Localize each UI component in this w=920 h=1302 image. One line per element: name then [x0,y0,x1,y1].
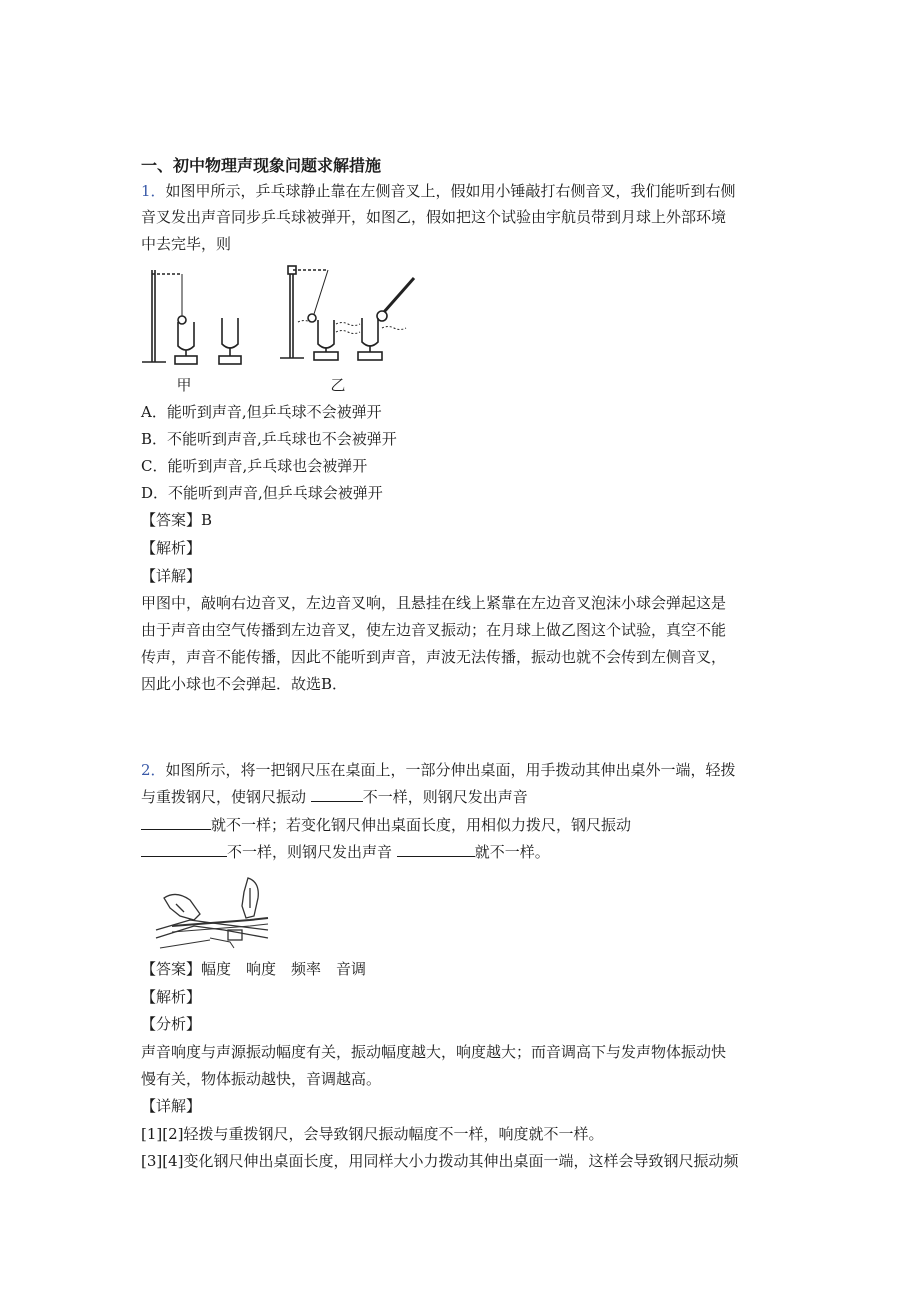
q2-answer-label: 【答案】 [141,960,202,978]
q2-detail-line1: [1][2]轻拨与重拨钢尺，会导致钢尺振动幅度不一样，响度就不一样。 [141,1125,604,1143]
q2-stem-line4 [141,842,550,862]
tuning-fork-figure [138,262,423,398]
q2-stem-text2b: 不一样，则钢尺发出声音 [362,788,528,806]
hammer-head [377,311,387,321]
q1-detail-line2: 由于声音由空气传播到左边音叉，使左边音叉振动；在月球上做乙图这个试验，真空不能 [141,621,727,639]
figure-label-jia: 甲 [176,376,192,394]
q2-stem-line3 [141,815,631,835]
q2-stem-text4d: 就不一样。 [474,843,550,861]
q1-detail-line3: 传声，声音不能传播，因此不能听到声音，声波无法传播，振动也就不会传到左侧音叉， [141,648,727,666]
q2-stem-line1 [141,760,736,780]
pingpong-ball-yi [308,314,316,322]
q1-answer [141,510,212,530]
q1-detail-line4: 因此小球也不会弹起．故选B． [141,675,348,693]
ruler-desk-figure [150,868,272,954]
q1-stem-text1: 如图甲所示，乒乓球静止靠在左侧音叉上，假如用小锤敲打右侧音叉，我们能听到右侧 [165,182,736,200]
left-fork-jia [178,322,194,350]
q2-blank-1[interactable] [311,787,363,802]
q1-stem-line1 [141,181,736,201]
q2-stem-text4b: 不一样，则钢尺发出声音 [227,843,393,861]
q1-stem-line2: 音叉发出声音同步乒乓球被弹开，如图乙，假如把这个试验由宇航员带到月球上外部环境 [141,208,727,226]
right-fork-yi [362,318,378,346]
steel-ruler [172,918,268,926]
q1-answer-label: 【答案】 [141,511,202,529]
q2-answer [141,959,366,979]
q2-stem-text3b: 就不一样；若变化钢尺伸出桌面长度，用相似力拨尺，钢尺振动 [211,816,632,834]
q1-answer-value: B [201,511,213,529]
pingpong-ball-jia [178,316,186,324]
q1-option-a: A．能听到声音,但乒乓球不会被弹开 [141,403,382,421]
q2-fenxi-label: 【分析】 [141,1015,202,1033]
q1-option-b: B．不能听到声音,乒乓球也不会被弹开 [141,430,397,448]
q2-stem-line2 [141,787,528,807]
q2-fenxi-line1: 声音响度与声源振动幅度有关，振动幅度越大，响度越大；而音调高下与发声物体振动快 [141,1043,727,1061]
q1-stem-line3: 中去完毕，则 [141,235,232,253]
q2-blank-2[interactable] [141,815,211,830]
q1-option-c: C．能听到声音,乒乓球也会被弹开 [141,457,368,475]
hammer-handle [384,278,414,312]
q1-analysis-label: 【解析】 [141,539,202,557]
q2-number: 2． [141,761,166,779]
left-hand [164,894,200,920]
q2-blank-4[interactable] [397,842,475,857]
q1-detail-line1: 甲图中，敲响右边音叉，左边音叉响，且悬挂在线上紧靠在左边音叉泡沫小球会弹起这是 [141,594,727,612]
q2-answer-value: 幅度 响度 频率 音调 [201,960,367,978]
q1-option-d: D．不能听到声音,但乒乓球会被弹开 [141,484,383,502]
q1-detail-label: 【详解】 [141,567,202,585]
q2-fenxi-line2: 慢有关，物体振动越快，音调越高。 [141,1070,382,1088]
q2-analysis-label: 【解析】 [141,988,202,1006]
figure-label-yi: 乙 [330,376,346,394]
q2-detail-label: 【详解】 [141,1097,202,1115]
right-fork-jia [222,318,238,348]
q2-blank-3[interactable] [141,842,227,857]
left-fork-yi [318,320,334,348]
q2-stem-text2a: 与重拨钢尺，使钢尺振动 [141,788,307,806]
q1-number: 1． [141,182,166,200]
q2-stem-text1: 如图所示，将一把钢尺压在桌面上，一部分伸出桌面，用手拨动其伸出桌外一端，轻拨 [165,761,736,779]
section-title: 一、初中物理声现象问题求解措施 [141,156,382,175]
q2-detail-line2: [3][4]变化钢尺伸出桌面长度，用同样大小力拨动其伸出桌面一端，这样会导致钢尺振动频 [141,1152,739,1170]
